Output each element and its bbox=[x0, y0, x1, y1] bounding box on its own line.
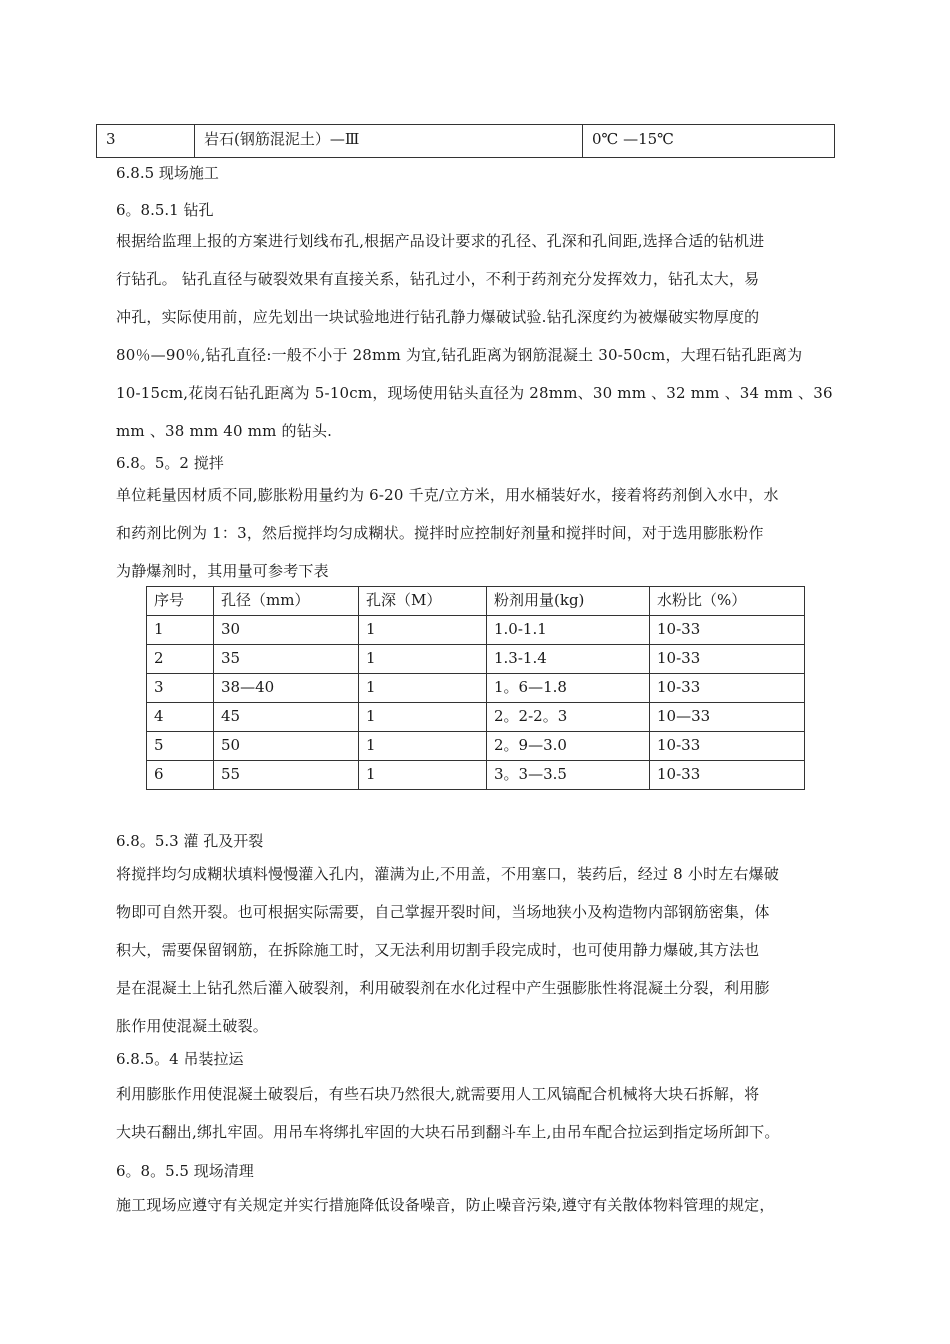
grouting-paragraph bbox=[116, 855, 840, 1045]
table-row bbox=[147, 761, 805, 790]
text-line: 施工现场应遵守有关规定并实行措施降低设备噪音，防止噪音污染,遵守有关散体物料管理的规定， bbox=[116, 1196, 775, 1214]
table-row bbox=[147, 645, 805, 674]
table-cell: 10-33 bbox=[650, 732, 805, 761]
table-cell: 1 bbox=[359, 674, 487, 703]
section-heading-grouting: 6.8。5.3 灌 孔及开裂 bbox=[116, 832, 264, 850]
table-cell: 3。3—3.5 bbox=[487, 761, 650, 790]
text-line: 10-15cm,花岗石钻孔距离为 5-10cm，现场使用钻头直径为 28mm、30 mm 、32 mm 、34 mm 、36 bbox=[116, 384, 833, 402]
table-cell: 1.3-1.4 bbox=[487, 645, 650, 674]
table-cell: 1 bbox=[359, 761, 487, 790]
drilling-paragraph bbox=[116, 222, 840, 450]
table-cell: 2。2-2。3 bbox=[487, 703, 650, 732]
table-row bbox=[147, 616, 805, 645]
table-cell: 10-33 bbox=[650, 674, 805, 703]
column-header: 序号 bbox=[147, 587, 214, 616]
table-cell: 10-33 bbox=[650, 645, 805, 674]
text-line: 是在混凝土上钻孔然后灌入破裂剂，利用破裂剂在水化过程中产生强膨胀性将混凝土分裂，利用膨 bbox=[116, 979, 770, 997]
text-line: 大块石翻出,绑扎牢固。用吊车将绑扎牢固的大块石吊到翻斗车上,由吊车配合拉运到指定场所卸下。 bbox=[116, 1123, 780, 1141]
table-cell: 3 bbox=[97, 125, 195, 158]
table-cell: 35 bbox=[214, 645, 359, 674]
table-row bbox=[97, 125, 835, 158]
section-heading-hoisting: 6.8.5。4 吊装拉运 bbox=[116, 1050, 244, 1068]
table-cell: 10—33 bbox=[650, 703, 805, 732]
column-header: 孔径（mm） bbox=[214, 587, 359, 616]
table-cell: 3 bbox=[147, 674, 214, 703]
table-cell: 1 bbox=[359, 703, 487, 732]
table-cell: 50 bbox=[214, 732, 359, 761]
table-cell: 10-33 bbox=[650, 761, 805, 790]
text-line: 80％—90％,钻孔直径:一般不小于 28mm 为宜,钻孔距离为钢筋混凝土 30-50cm，大理石钻孔距离为 bbox=[116, 346, 803, 364]
column-header: 孔深（M） bbox=[359, 587, 487, 616]
section-heading-mixing: 6.8。5。2 搅拌 bbox=[116, 454, 224, 472]
text-line: 冲孔，实际使用前，应先划出一块试验地进行钻孔静力爆破试验.钻孔深度约为被爆破实物厚度的 bbox=[116, 308, 760, 326]
table-cell: 30 bbox=[214, 616, 359, 645]
table-cell: 1 bbox=[359, 732, 487, 761]
table-header-row bbox=[147, 587, 805, 616]
table-row bbox=[147, 732, 805, 761]
text-line: 利用膨胀作用使混凝土破裂后，有些石块乃然很大,就需要用人工风镐配合机械将大块石拆解，将 bbox=[116, 1085, 760, 1103]
table-cell: 10-33 bbox=[650, 616, 805, 645]
table-cell: 4 bbox=[147, 703, 214, 732]
text-line: 物即可自然开裂。也可根据实际需要，自己掌握开裂时间，当场地狭小及构造物内部钢筋密集，体 bbox=[116, 903, 770, 921]
section-heading-drilling: 6。8.5.1 钻孔 bbox=[116, 201, 214, 219]
table-cell: 55 bbox=[214, 761, 359, 790]
table-row bbox=[147, 674, 805, 703]
text-line: 将搅拌均匀成糊状填料慢慢灌入孔内，灌满为止,不用盖，不用塞口，装药后，经过 8 小时左右爆破 bbox=[116, 865, 780, 883]
text-line: 单位耗量因材质不同,膨胀粉用量约为 6-20 千克/立方米，用水桶装好水，接着将药剂倒入水中，水 bbox=[116, 486, 779, 504]
table-cell: 1 bbox=[359, 645, 487, 674]
column-header: 水粉比（%） bbox=[650, 587, 805, 616]
table-cell: 2 bbox=[147, 645, 214, 674]
table-cell: 0℃ —15℃ bbox=[583, 125, 835, 158]
temperature-table-continuation bbox=[96, 124, 835, 158]
hoisting-paragraph bbox=[116, 1075, 840, 1151]
section-heading-6-8-5: 6.8.5 现场施工 bbox=[116, 164, 219, 182]
table-cell: 岩石(钢筋混泥土）—Ⅲ bbox=[195, 125, 583, 158]
table-cell: 45 bbox=[214, 703, 359, 732]
cleanup-paragraph bbox=[116, 1186, 840, 1224]
text-line: 为静爆剂时，其用量可参考下表 bbox=[116, 562, 329, 580]
text-line: 和药剂比例为 1：3，然后搅拌均匀成糊状。搅拌时应控制好剂量和搅拌时间，对于选用膨胀粉作 bbox=[116, 524, 764, 542]
text-line: 积大，需要保留钢筋，在拆除施工时，又无法利用切割手段完成时，也可使用静力爆破,其方法也 bbox=[116, 941, 760, 959]
dosage-table bbox=[146, 586, 805, 790]
column-header: 粉剂用量(kg) bbox=[487, 587, 650, 616]
table-cell: 1 bbox=[359, 616, 487, 645]
table-cell: 5 bbox=[147, 732, 214, 761]
table-cell: 38—40 bbox=[214, 674, 359, 703]
table-cell: 1 bbox=[147, 616, 214, 645]
table-row bbox=[147, 703, 805, 732]
table-cell: 1.0-1.1 bbox=[487, 616, 650, 645]
text-line: 行钻孔。 钻孔直径与破裂效果有直接关系，钻孔过小，不利于药剂充分发挥效力，钻孔太大，易 bbox=[116, 270, 760, 288]
table-cell: 6 bbox=[147, 761, 214, 790]
text-line: 胀作用使混凝土破裂。 bbox=[116, 1017, 269, 1035]
section-heading-cleanup: 6。8。5.5 现场清理 bbox=[116, 1162, 254, 1180]
mixing-paragraph bbox=[116, 476, 840, 590]
text-line: mm 、38 mm 40 mm 的钻头. bbox=[116, 422, 333, 440]
text-line: 根据给监理上报的方案进行划线布孔,根据产品设计要求的孔径、孔深和孔间距,选择合适的钻机进 bbox=[116, 232, 765, 250]
table-cell: 1。6—1.8 bbox=[487, 674, 650, 703]
table-cell: 2。9—3.0 bbox=[487, 732, 650, 761]
